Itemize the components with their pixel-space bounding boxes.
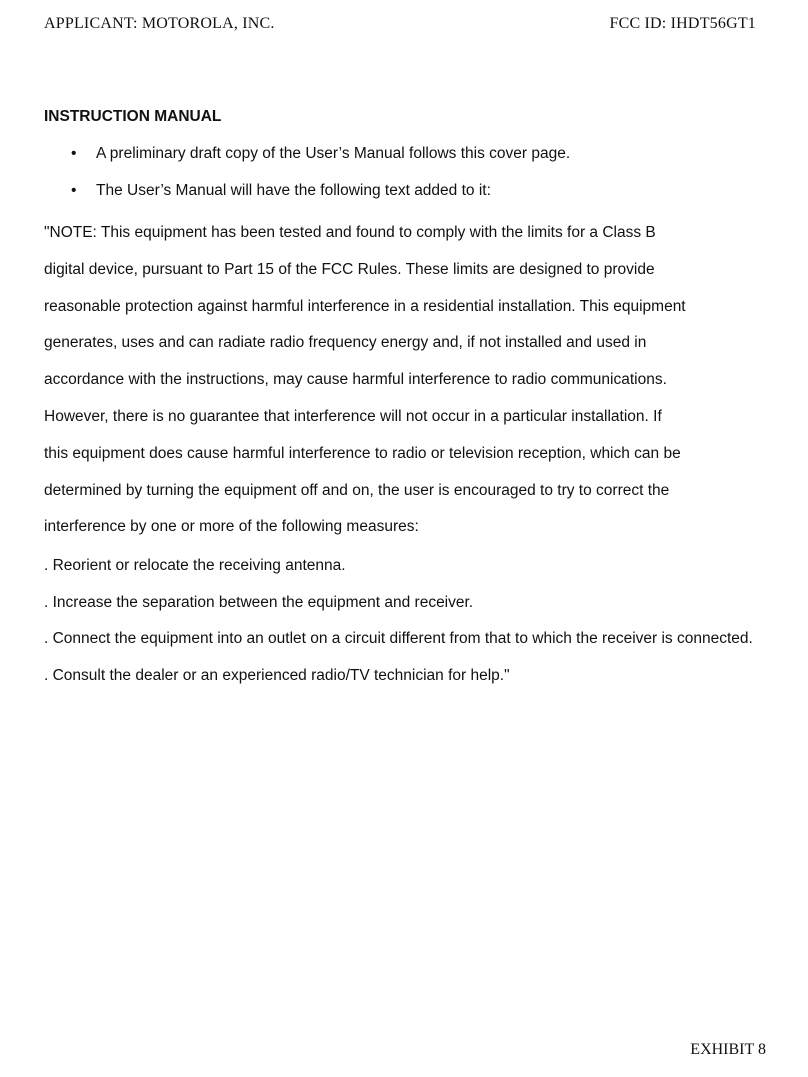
bullet-text: A preliminary draft copy of the User’s Manual follows this cover page. [96, 145, 571, 162]
bullet-icon: • [71, 182, 77, 199]
applicant-header: APPLICANT: MOTOROLA, INC. [44, 15, 275, 32]
fcc-id-header: FCC ID: IHDT56GT1 [609, 15, 756, 32]
note-line: digital device, pursuant to Part 15 of the FCC Rules. These limits are designed to provide [44, 260, 655, 278]
note-line: determined by turning the equipment off and on, the user is encouraged to try to correct the [44, 481, 670, 499]
measure-item: . Consult the dealer or an experienced radio/TV technician for help." [44, 666, 510, 684]
note-line: reasonable protection against harmful interference in a residential installation. This equipment [44, 297, 686, 315]
bullet-text: The User’s Manual will have the following text added to it: [96, 182, 491, 199]
exhibit-label: EXHIBIT 8 [690, 1041, 766, 1058]
note-line: interference by one or more of the following measures: [44, 518, 419, 536]
note-line: accordance with the instructions, may cause harmful interference to radio communications. [44, 371, 667, 389]
note-line: generates, uses and can radiate radio frequency energy and, if not installed and used in [44, 334, 647, 352]
note-line: However, there is no guarantee that interference will not occur in a particular installation. If [44, 407, 662, 425]
measure-item: . Increase the separation between the equipment and receiver. [44, 593, 474, 611]
bullet-item [44, 145, 764, 182]
bullet-icon: • [71, 145, 77, 162]
bullet-list [44, 145, 764, 219]
note-line: this equipment does cause harmful interference to radio or television reception, which can be [44, 444, 681, 462]
note-line: "NOTE: This equipment has been tested and found to comply with the limits for a Class B [44, 224, 656, 241]
measures-list [44, 556, 764, 702]
section-title: INSTRUCTION MANUAL [44, 108, 222, 125]
measure-item: . Reorient or relocate the receiving antenna. [44, 557, 346, 574]
fcc-note-paragraph [44, 224, 764, 555]
measure-item: . Connect the equipment into an outlet on a circuit different from that to which the receiver is connected. [44, 630, 753, 647]
bullet-item [44, 182, 764, 219]
